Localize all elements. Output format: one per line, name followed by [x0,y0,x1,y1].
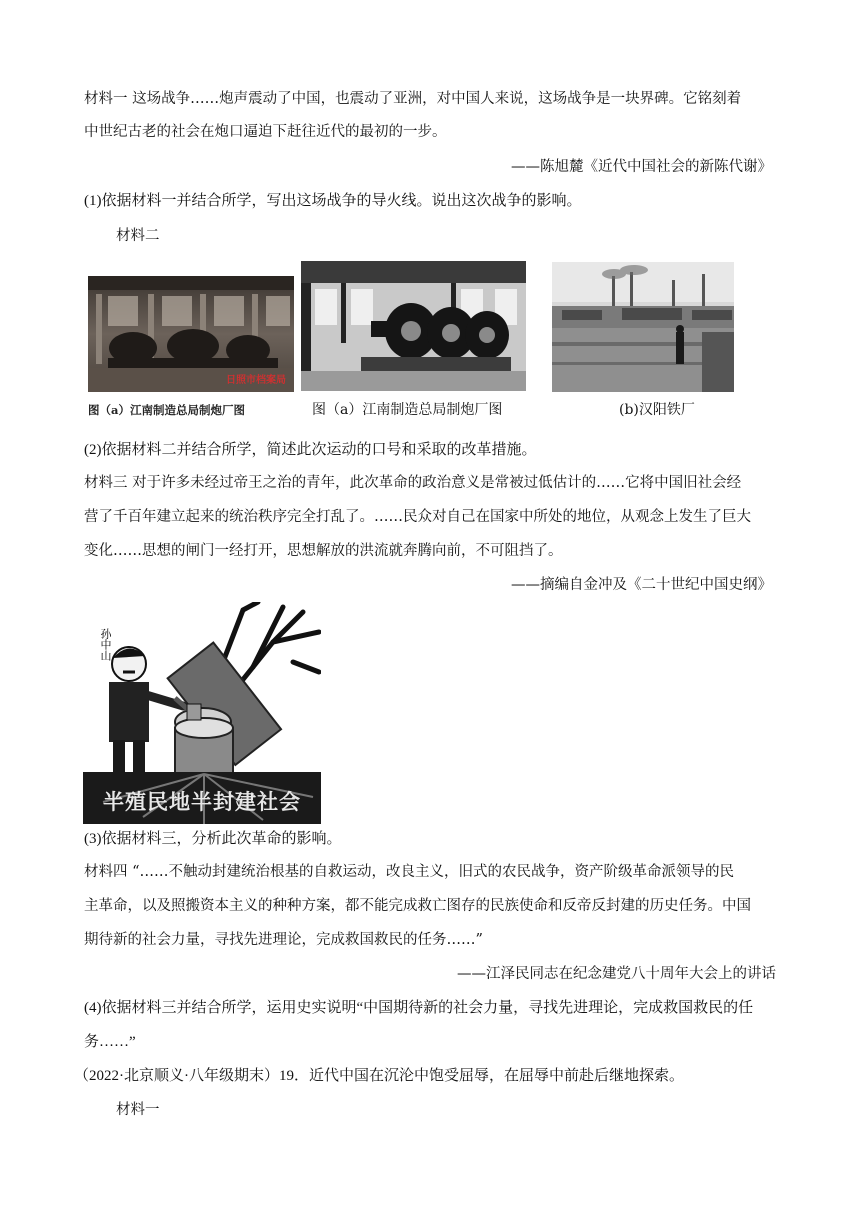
material1-line2: 中世纪古老的社会在炮口逼迫下赶往近代的最初的一步。 [84,124,447,140]
archive-stamp: 日照市档案局 [226,375,286,386]
material3-line3: 变化……思想的闸门一经打开，思想解放的洪流就奔腾向前，不可阻挡了。 [84,543,563,559]
jiangnan-arsenal-photo-1 [88,276,294,392]
question-3: (3)依据材料三，分析此次革命的影响。 [84,831,342,847]
material1-source: ——陈旭麓《近代中国社会的新陈代谢》 [511,159,772,175]
material4-line3: 期待新的社会力量，寻找先进理论，完成救国救民的任务……” [84,932,483,948]
next-material-label: 材料一 [116,1102,160,1118]
photo-3-caption: (b)汉阳铁厂 [619,402,695,418]
material1-line1: 材料一 这场战争……炮声震动了中国，也震动了亚洲，对中国人来说，这场战争是一块界碑。它铭刻着 [84,91,742,107]
material4-source: ——江泽民同志在纪念建党八十周年大会上的讲话 [457,966,776,982]
question-4-line1: (4)依据材料三并结合所学，运用史实说明“中国期待新的社会力量，寻找先进理论，完成救国救民的任 [84,1000,754,1016]
hanyang-ironworks-photo [552,262,734,392]
material3-line2: 营了千百年建立起来的统治秩序完全打乱了。……民众对自己在国家中所处的地位，从观念上发生了巨大 [84,509,751,525]
sun-yat-sen-cartoon [83,602,321,824]
question-4-line2: 务……” [84,1034,136,1050]
material2-label: 材料二 [116,228,160,244]
material4-line1: 材料四 “……不触动封建统治根基的自救运动，改良主义，旧式的农民战争，资产阶级革命派领导的民 [84,864,735,880]
material3-line1: 材料三 对于许多未经过帝王之治的青年，此次革命的政治意义是常被过低估计的……它将中国旧社会经 [84,475,742,491]
jiangnan-arsenal-photo-2 [301,261,526,391]
material4-line2: 主革命，以及照搬资本主义的种种方案，都不能完成救亡图存的民族使命和反帝反封建的历史任务。中国 [84,898,751,914]
material3-source: ——摘编自金冲及《二十世纪中国史纲》 [511,577,772,593]
cartoon-person-label: 孙中山 [99,628,112,661]
cartoon-banner: 半殖民地半封建社会 [103,790,301,814]
question-19: （2022·北京顺义·八年级期末）19．近代中国在沉沦中饱受屈辱，在屈辱中前赴后继地探索。 [74,1068,684,1084]
photo-2-caption: 图（a）江南制造总局制炮厂图 [312,402,503,418]
photo-1-caption: 图（a）江南制造总局制炮厂图 [88,403,245,417]
question-1: (1)依据材料一并结合所学，写出这场战争的导火线。说出这次战争的影响。 [84,193,582,209]
question-2: (2)依据材料二并结合所学，简述此次运动的口号和采取的改革措施。 [84,442,537,458]
